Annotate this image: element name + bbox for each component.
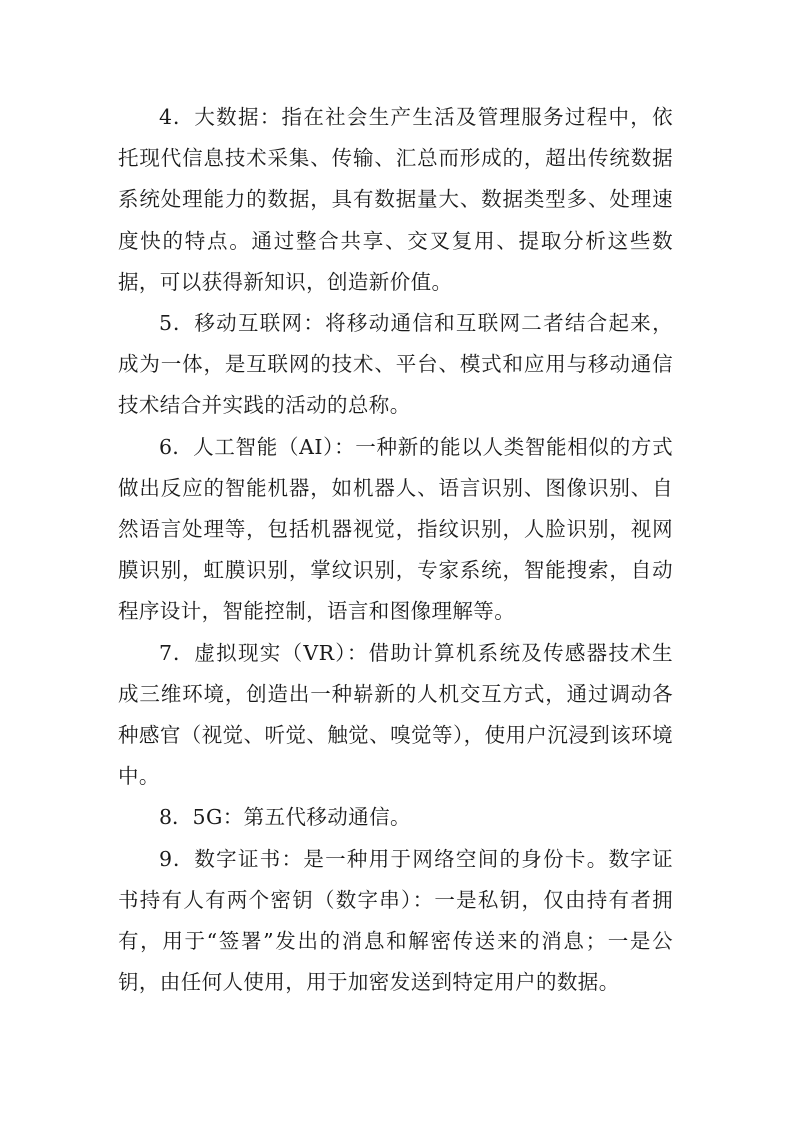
definition-paragraph-9 [118, 839, 673, 1004]
definition-paragraph-5 [118, 303, 673, 427]
definition-paragraph-4 [118, 97, 673, 303]
paragraph-text: 5G：第五代移动通信。 [192, 805, 411, 830]
definition-paragraph-7 [118, 633, 673, 798]
paragraph-text: 人工智能（AI）：一种新的能以人类智能相似的方式做出反应的智能机器，如机器人、语言识别、图像识别、自然语言处理等，包括机器视觉，指纹识别，人脸识别，视网膜识别，虹膜识别，掌纹识别，专家系统，智能搜索，自动程序设计，智能控制，语言和图像理解等。 [118, 434, 673, 624]
item-number: 4． [159, 105, 195, 129]
item-number: 5． [159, 311, 195, 336]
definition-paragraph-8 [118, 797, 673, 838]
item-number: 8． [159, 805, 193, 830]
item-number: 7． [159, 640, 195, 665]
paragraph-text: 数字证书：是一种用于网络空间的身份卡。数字证书持有人有两个密钥（数字串）：一是私钥，仅由持有者拥有，用于“签署”发出的消息和解密传送来的消息；一是公钥，由任何人使用，用于加密发送到特定用户的数据。 [118, 846, 673, 995]
paragraph-text: 虚拟现实（VR）：借助计算机系统及传感器技术生成三维环境，创造出一种崭新的人机交互方式，通过调动各种感官（视觉、听觉、触觉、嗅觉等），使用户沉浸到该环境中。 [118, 640, 673, 789]
item-number: 6． [159, 434, 194, 459]
item-number: 9． [159, 846, 195, 871]
paragraph-text: 移动互联网：将移动通信和互联网二者结合起来，成为一体，是互联网的技术、平台、模式和应用与移动通信技术结合并实践的活动的总称。 [118, 311, 673, 418]
definition-paragraph-6 [118, 427, 673, 633]
paragraph-text: 大数据：指在社会生产生活及管理服务过程中，依托现代信息技术采集、传输、汇总而形成的，超出传统数据系统处理能力的数据，具有数据量大、数据类型多、处理速度快的特点。通过整合共享、交叉复用、提取分析这些数据，可以获得新知识，创造新价值。 [118, 105, 673, 294]
document-body [118, 97, 673, 1003]
